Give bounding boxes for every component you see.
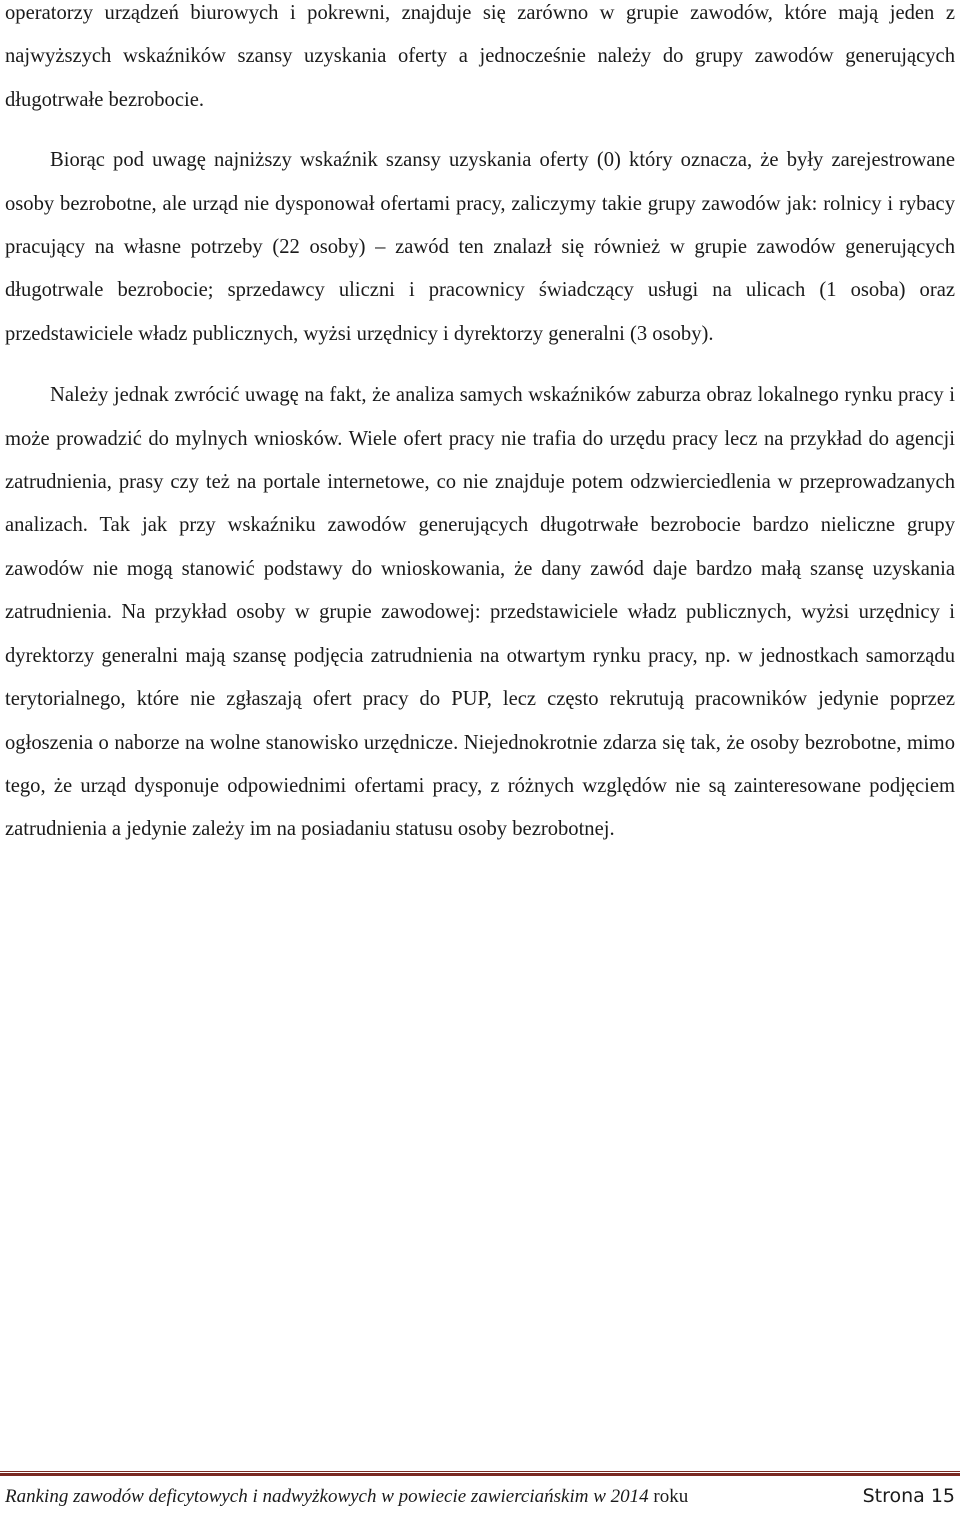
paragraph-continuation: operatorzy urządzeń biurowych i pokrewni, znajduje się zarówno w grupie zawodów, które mają jeden z najwyższych wskaźników szansy uzyskania oferty a jednocześnie należy do grupy zawodów generujących długotrwałe bezrobocie. xyxy=(5,2,955,111)
page-number: Strona 15 xyxy=(862,1485,955,1507)
footer-title-roman: roku xyxy=(648,1486,689,1507)
page-footer xyxy=(5,1485,955,1515)
paragraph-analysis-caveat: Należy jednak zwrócić uwagę na fakt, że analiza samych wskaźników zaburza obraz lokalnego rynku pracy i może prowadzić do mylnych wniosków. Wiele ofert pracy nie trafia do urzędu pracy lecz na przykład do agencji zatrudnienia, prasy czy też na portale internetowe, co nie znajduje potem odzwierciedlenia w przeprowadzanych analizach. Tak jak przy wskaźniku zawodów generujących długotrwałe bezrobocie bardzo nieliczne grupy zawodów nie mogą stanowić podstawy do wnioskowania, że dany zawód daje bardzo małą szansę uzyskania zatrudnienia. Na przykład osoby w grupie zawodowej: przedstawiciele władz publicznych, wyżsi urzędnicy i dyrektorzy generalni mają szansę podjęcia zatrudnienia na otwartym rynku pracy, np. w jednostkach samorządu terytorialnego, które nie zgłaszają ofert pracy do PUP, lecz często rekrutują pracowników jedynie poprzez ogłoszenia o naborze na wolne stanowisko urzędnicze. Niejednokrotnie zdarza się tak, że osoby bezrobotne, mimo tego, że urząd dysponuje odpowiednimi ofertami pracy, z różnych względów nie są zainteresowane podjęciem zatrudnienia a jedynie zależy im na posiadaniu statusu osoby bezrobotnej. xyxy=(5,384,955,841)
footer-report-title xyxy=(5,1486,688,1508)
document-body xyxy=(5,0,955,870)
footer-divider xyxy=(0,1471,960,1476)
footer-title-italic: Ranking zawodów deficytowych i nadwyżkowych w powiecie zawierciańskim w 2014 xyxy=(5,1486,649,1507)
paragraph-lowest-indicator: Biorąc pod uwagę najniższy wskaźnik szansy uzyskania oferty (0) który oznacza, że były zarejestrowane osoby bezrobotne, ale urząd nie dysponował ofertami pracy, zaliczymy takie grupy zawodów jak: rolnicy i rybacy pracujący na własne potrzeby (22 osoby) – zawód ten znalazł się również w grupie zawodów generujących długotrwale bezrobocie; sprzedawcy uliczni i pracownicy świadczący usługi na ulicach (1 osoba) oraz przedstawiciele władz publicznych, wyżsi urzędnicy i dyrektorzy generalni (3 osoby). xyxy=(5,149,955,345)
